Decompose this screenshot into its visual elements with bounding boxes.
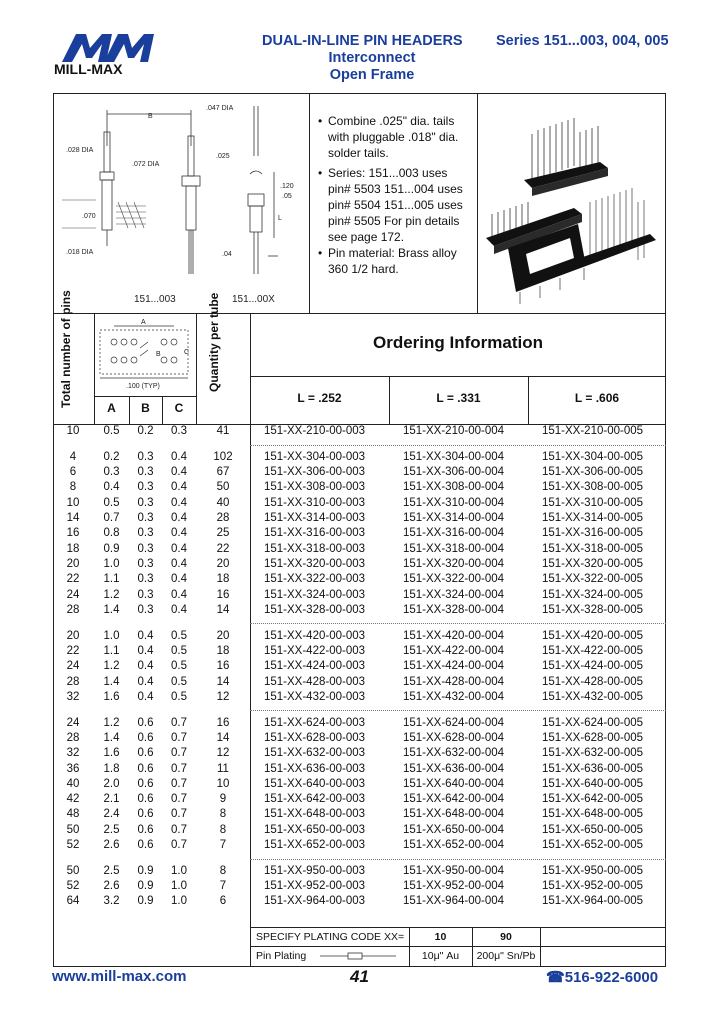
cell-qty: 14: [216, 731, 230, 744]
cell-part-005: 151-XX-424-00-005: [542, 660, 644, 673]
dim-025-label: .025: [216, 153, 230, 160]
cell-a: 2.1: [103, 793, 120, 806]
cell-pins: 42: [66, 793, 80, 806]
plating-finish-au: 10μ" Au: [421, 950, 460, 962]
dim-047-label: .047 DIA: [206, 105, 234, 112]
cell-b: 0.3: [137, 588, 154, 601]
cell-a: 1.8: [103, 762, 120, 775]
cell-part-004: 151-XX-652-00-004: [403, 839, 505, 851]
cell-part-005: 151-XX-628-00-005: [542, 731, 644, 744]
cell-a: 1.0: [103, 629, 120, 642]
cell-b: 0.3: [137, 603, 154, 616]
series-title: Series 151...003, 004, 005: [496, 33, 669, 49]
cell-part-004: 151-XX-324-00-004: [403, 588, 505, 601]
cell-c: 0.7: [171, 762, 187, 775]
cell-part-005: 151-XX-642-00-005: [542, 793, 644, 806]
cell-c: 1.0: [171, 880, 187, 893]
cell-part-004: 151-XX-952-00-004: [403, 880, 505, 893]
cell-part-003: 151-XX-428-00-003: [264, 675, 366, 688]
cell-part-005: 151-XX-318-00-005: [542, 542, 644, 555]
divider: [94, 396, 196, 397]
cell-pins: 50: [66, 823, 80, 836]
cell-qty: 10: [216, 777, 230, 790]
cell-qty: 16: [216, 588, 230, 601]
cell-part-004: 151-XX-628-00-004: [403, 731, 505, 744]
cell-b: 0.4: [137, 660, 154, 673]
cell-c: 0.4: [171, 588, 187, 601]
cell-qty: 50: [216, 481, 230, 494]
cell-b: 0.3: [137, 527, 154, 540]
cell-pins: 4: [69, 450, 77, 463]
pin-plating-label: Pin Plating: [256, 950, 307, 962]
title-sub-2: Open Frame: [329, 67, 415, 83]
cell-b: 0.4: [137, 690, 154, 703]
feature-item: • Combine .025" dia. tails with pluggable .018" dia. solder tails.: [328, 113, 468, 161]
cell-a: 1.0: [103, 557, 120, 570]
cell-part-003: 151-XX-640-00-003: [264, 777, 366, 790]
cell-qty: 25: [216, 527, 230, 540]
cell-part-003: 151-XX-628-00-003: [264, 731, 366, 744]
cell-qty: 41: [216, 425, 230, 437]
group-divider: [250, 623, 666, 624]
cell-c: 0.4: [171, 481, 187, 494]
cell-part-004: 151-XX-304-00-004: [403, 450, 505, 463]
caption-right: 151...00X: [232, 294, 275, 305]
cell-qty: 102: [213, 450, 233, 463]
cell-c: 0.5: [171, 644, 187, 657]
divider: [53, 313, 666, 314]
dim-l-label: L: [278, 215, 282, 222]
cell-part-004: 151-XX-964-00-004: [403, 895, 505, 908]
group-divider: [250, 859, 666, 860]
cell-pins: 10: [66, 496, 80, 509]
cell-qty: 18: [216, 644, 230, 657]
cell-part-005: 151-XX-952-00-005: [542, 880, 644, 893]
cell-part-003: 151-XX-314-00-003: [264, 512, 366, 524]
cell-pins: 24: [66, 588, 80, 601]
length-header-606: L = .606: [574, 391, 620, 405]
header-total-pins: Total number of pins: [59, 290, 73, 408]
plating-code-90: 90: [500, 931, 512, 943]
cell-c: 0.7: [171, 839, 187, 851]
cell-part-004: 151-XX-318-00-004: [403, 542, 505, 555]
cell-pins: 50: [66, 864, 80, 877]
phone-number: [546, 968, 658, 986]
dim-028-label: .028 DIA: [66, 147, 94, 154]
cell-part-003: 151-XX-964-00-003: [264, 895, 366, 908]
mini-label-b: B: [156, 351, 161, 358]
cell-b: 0.6: [137, 793, 154, 806]
cell-part-004: 151-XX-422-00-004: [403, 644, 505, 657]
cell-c: 0.7: [171, 731, 187, 744]
cell-pins: 20: [66, 557, 80, 570]
cell-b: 0.3: [137, 557, 154, 570]
divider: [250, 927, 666, 928]
cell-part-005: 151-XX-308-00-005: [542, 481, 644, 494]
cell-a: 0.8: [103, 527, 120, 540]
cell-pins: 20: [66, 629, 80, 642]
cell-pins: 36: [66, 762, 80, 775]
dim-018-label: .018 DIA: [66, 249, 94, 256]
group-divider: [250, 710, 666, 711]
cell-pins: 32: [66, 690, 80, 703]
cell-part-004: 151-XX-624-00-004: [403, 716, 505, 729]
title-sub-1: Interconnect: [328, 50, 416, 66]
cell-a: 1.6: [103, 690, 120, 703]
cell-part-005: 151-XX-328-00-005: [542, 603, 644, 616]
cell-b: 0.3: [137, 450, 154, 463]
cell-part-004: 151-XX-640-00-004: [403, 777, 505, 790]
cell-pins: 52: [66, 880, 80, 893]
cell-a: 1.6: [103, 747, 120, 760]
cell-pins: 48: [66, 808, 80, 821]
cell-a: 2.6: [103, 880, 120, 893]
cell-b: 0.3: [137, 466, 154, 479]
cell-part-005: 151-XX-420-00-005: [542, 629, 644, 642]
cell-part-005: 151-XX-306-00-005: [542, 466, 644, 479]
cell-c: 0.4: [171, 496, 187, 509]
cell-part-005: 151-XX-316-00-005: [542, 527, 644, 540]
caption-left: 151...003: [134, 294, 176, 305]
cell-part-003: 151-XX-306-00-003: [264, 466, 366, 479]
cell-pins: 32: [66, 747, 80, 760]
cell-part-004: 151-XX-632-00-004: [403, 747, 505, 760]
cell-qty: 16: [216, 660, 230, 673]
cell-b: 0.4: [137, 675, 154, 688]
cell-pins: 8: [69, 481, 77, 494]
cell-part-005: 151-XX-650-00-005: [542, 823, 644, 836]
cell-b: 0.2: [137, 425, 154, 437]
cell-part-005: 151-XX-310-00-005: [542, 496, 644, 509]
cell-c: 0.7: [171, 716, 187, 729]
feature-item: • Series: 151...003 uses pin# 5503 151...004 uses pin# 5504 151...005 uses pin# 5505 For pin details see page 172.: [328, 165, 468, 245]
cell-part-003: 151-XX-304-00-003: [264, 450, 366, 463]
cell-part-003: 151-XX-432-00-003: [264, 690, 366, 703]
cell-part-004: 151-XX-322-00-004: [403, 573, 505, 586]
cell-part-003: 151-XX-310-00-003: [264, 496, 366, 509]
cell-qty: 20: [216, 557, 230, 570]
cell-pins: 14: [66, 512, 80, 524]
mill-max-logo: [52, 28, 164, 76]
mini-label-c: C: [184, 349, 190, 356]
cell-part-004: 151-XX-950-00-004: [403, 864, 505, 877]
plating-finish-snpb: 200μ" Sn/Pb: [476, 950, 536, 962]
cell-a: 1.2: [103, 588, 120, 601]
cell-part-005: 151-XX-950-00-005: [542, 864, 644, 877]
mini-label-dim: .100 (TYP): [126, 383, 160, 390]
ordering-info-title: Ordering Information: [373, 333, 543, 352]
cell-b: 0.6: [137, 716, 154, 729]
cell-part-005: 151-XX-320-00-005: [542, 557, 644, 570]
plating-code-label: SPECIFY PLATING CODE XX=: [256, 931, 405, 943]
cell-part-004: 151-XX-306-00-004: [403, 466, 505, 479]
cell-b: 0.9: [137, 864, 154, 877]
cell-c: 0.5: [171, 690, 187, 703]
dim-05-label: .05: [282, 193, 292, 200]
cell-part-003: 151-XX-308-00-003: [264, 481, 366, 494]
cell-part-004: 151-XX-424-00-004: [403, 660, 505, 673]
cell-part-003: 151-XX-424-00-003: [264, 660, 366, 673]
cell-c: 0.4: [171, 527, 187, 540]
cell-qty: 12: [216, 690, 230, 703]
cell-b: 0.9: [137, 880, 154, 893]
cell-qty: 11: [217, 762, 229, 775]
cell-b: 0.6: [137, 747, 154, 760]
cell-a: 0.5: [103, 425, 120, 437]
dim-120-label: .120: [280, 183, 294, 190]
cell-c: 1.0: [171, 864, 187, 877]
product-photo: [480, 98, 662, 310]
cell-part-004: 151-XX-636-00-004: [403, 762, 505, 775]
cell-c: 0.5: [171, 660, 187, 673]
cell-qty: 7: [219, 839, 227, 851]
cell-pins: 24: [66, 716, 80, 729]
cell-c: 0.7: [171, 808, 187, 821]
cell-qty: 7: [219, 880, 227, 893]
cell-part-003: 151-XX-952-00-003: [264, 880, 366, 893]
divider: [196, 313, 197, 424]
cell-part-004: 151-XX-314-00-004: [403, 512, 505, 524]
title-main: DUAL-IN-LINE PIN HEADERS: [262, 33, 463, 49]
col-header-c: C: [174, 401, 184, 415]
pin-icon: [318, 950, 398, 962]
cell-qty: 9: [219, 793, 227, 806]
cell-part-003: 151-XX-642-00-003: [264, 793, 366, 806]
cell-qty: 14: [216, 675, 230, 688]
cell-part-005: 151-XX-640-00-005: [542, 777, 644, 790]
divider: [250, 313, 251, 967]
cell-qty: 40: [216, 496, 230, 509]
cell-part-004: 151-XX-648-00-004: [403, 808, 505, 821]
cell-a: 0.7: [103, 512, 120, 524]
cell-part-003: 151-XX-950-00-003: [264, 864, 366, 877]
divider: [540, 927, 541, 967]
cell-part-003: 151-XX-322-00-003: [264, 573, 366, 586]
cell-a: 1.4: [103, 603, 120, 616]
cell-part-004: 151-XX-210-00-004: [403, 425, 505, 437]
cell-c: 1.0: [171, 895, 187, 908]
cell-a: 0.3: [103, 466, 120, 479]
cell-part-003: 151-XX-320-00-003: [264, 557, 366, 570]
cell-part-003: 151-XX-636-00-003: [264, 762, 366, 775]
cell-pins: 16: [66, 527, 80, 540]
cell-part-004: 151-XX-310-00-004: [403, 496, 505, 509]
cell-a: 3.2: [103, 895, 120, 908]
page-number: 41: [350, 967, 369, 986]
cell-b: 0.9: [137, 895, 154, 908]
cell-b: 0.6: [137, 808, 154, 821]
website-link[interactable]: www.mill-max.com: [52, 968, 187, 985]
cell-part-004: 151-XX-320-00-004: [403, 557, 505, 570]
cell-b: 0.6: [137, 762, 154, 775]
cell-c: 0.3: [171, 425, 187, 437]
cell-qty: 14: [216, 603, 230, 616]
cell-qty: 8: [219, 864, 227, 877]
cell-a: 0.5: [103, 496, 120, 509]
cell-part-003: 151-XX-318-00-003: [264, 542, 366, 555]
header-qty-per-tube: Quantity per tube: [207, 292, 221, 392]
cell-a: 1.4: [103, 731, 120, 744]
cell-c: 0.4: [171, 466, 187, 479]
cell-part-003: 151-XX-316-00-003: [264, 527, 366, 540]
cell-c: 0.4: [171, 557, 187, 570]
col-header-a: A: [107, 401, 116, 415]
cell-b: 0.6: [137, 823, 154, 836]
divider: [477, 93, 478, 313]
cell-qty: 8: [219, 823, 227, 836]
cell-part-005: 151-XX-428-00-005: [542, 675, 644, 688]
cell-qty: 28: [216, 512, 230, 524]
cell-pins: 28: [66, 675, 80, 688]
cell-c: 0.4: [171, 573, 187, 586]
cell-part-003: 151-XX-652-00-003: [264, 839, 366, 851]
cell-pins: 64: [66, 895, 80, 908]
divider: [250, 946, 666, 947]
feature-list: [318, 113, 468, 277]
dim-072-label: .072 DIA: [132, 161, 160, 168]
cell-qty: 22: [216, 542, 230, 555]
cell-qty: 8: [219, 808, 227, 821]
dim-b-label: B: [148, 113, 153, 120]
cell-pins: 40: [66, 777, 80, 790]
cell-b: 0.6: [137, 839, 154, 851]
cell-b: 0.4: [137, 644, 154, 657]
cell-part-003: 151-XX-328-00-003: [264, 603, 366, 616]
cell-a: 1.2: [103, 716, 120, 729]
cell-b: 0.3: [137, 512, 154, 524]
cell-a: 2.6: [103, 839, 120, 851]
cell-part-005: 151-XX-648-00-005: [542, 808, 644, 821]
cell-b: 0.6: [137, 731, 154, 744]
cell-part-005: 151-XX-322-00-005: [542, 573, 644, 586]
length-header-331: L = .331: [436, 391, 481, 405]
cell-pins: 24: [66, 660, 80, 673]
cell-part-005: 151-XX-314-00-005: [542, 512, 644, 524]
cell-part-003: 151-XX-632-00-003: [264, 747, 366, 760]
cell-part-005: 151-XX-304-00-005: [542, 450, 644, 463]
cell-a: 1.1: [103, 644, 120, 657]
cell-part-004: 151-XX-650-00-004: [403, 823, 505, 836]
cell-a: 2.5: [103, 823, 120, 836]
cell-part-003: 151-XX-324-00-003: [264, 588, 366, 601]
title-block: [262, 33, 482, 84]
cell-pins: 10: [66, 425, 80, 437]
cell-a: 1.2: [103, 660, 120, 673]
cell-qty: 67: [216, 466, 230, 479]
cell-a: 0.4: [103, 481, 120, 494]
cell-qty: 6: [219, 895, 227, 908]
cell-b: 0.3: [137, 481, 154, 494]
cell-pins: 28: [66, 603, 80, 616]
cell-qty: 20: [216, 629, 230, 642]
cell-part-003: 151-XX-420-00-003: [264, 629, 366, 642]
phone-icon: ☎: [546, 969, 565, 986]
cell-b: 0.6: [137, 777, 154, 790]
cell-c: 0.7: [171, 777, 187, 790]
cell-part-004: 151-XX-316-00-004: [403, 527, 505, 540]
cell-part-004: 151-XX-428-00-004: [403, 675, 505, 688]
cell-a: 2.4: [103, 808, 120, 821]
feature-item: • Pin material: Brass alloy 360 1/2 hard.: [328, 245, 468, 277]
cell-b: 0.3: [137, 542, 154, 555]
cell-c: 0.7: [171, 823, 187, 836]
cell-part-005: 151-XX-964-00-005: [542, 895, 644, 908]
cell-a: 1.4: [103, 675, 120, 688]
cell-a: 1.1: [103, 573, 120, 586]
cell-c: 0.4: [171, 542, 187, 555]
cell-part-005: 151-XX-652-00-005: [542, 839, 644, 851]
cell-part-003: 151-XX-648-00-003: [264, 808, 366, 821]
cell-pins: 6: [69, 466, 77, 479]
cell-part-003: 151-XX-422-00-003: [264, 644, 366, 657]
cell-c: 0.4: [171, 603, 187, 616]
cell-part-005: 151-XX-432-00-005: [542, 690, 644, 703]
cell-part-005: 151-XX-422-00-005: [542, 644, 644, 657]
col-header-b: B: [141, 401, 150, 415]
cell-pins: 18: [66, 542, 80, 555]
cell-qty: 18: [216, 573, 230, 586]
cell-part-004: 151-XX-420-00-004: [403, 629, 505, 642]
cell-a: 0.2: [103, 450, 120, 463]
cell-pins: 22: [66, 573, 80, 586]
mini-label-a: A: [141, 319, 146, 326]
dim-070-label: .070: [82, 213, 96, 220]
divider: [250, 376, 666, 377]
cell-a: 2.5: [103, 864, 120, 877]
cell-c: 0.4: [171, 512, 187, 524]
cell-c: 0.4: [171, 450, 187, 463]
cell-part-004: 151-XX-328-00-004: [403, 603, 505, 616]
phone-number-text: 516-922-6000: [564, 969, 659, 986]
cell-part-005: 151-XX-210-00-005: [542, 425, 644, 437]
cell-part-005: 151-XX-324-00-005: [542, 588, 644, 601]
cell-c: 0.5: [171, 629, 187, 642]
cell-part-003: 151-XX-210-00-003: [264, 425, 366, 437]
logo-text: MILL-MAX: [54, 61, 123, 76]
plating-code-10: 10: [434, 931, 447, 943]
cell-a: 2.0: [103, 777, 120, 790]
cell-part-005: 151-XX-632-00-005: [542, 747, 644, 760]
cell-c: 0.5: [171, 675, 187, 688]
cell-part-004: 151-XX-308-00-004: [403, 481, 505, 494]
length-header-252: L = .252: [297, 391, 342, 405]
cell-pins: 28: [66, 731, 80, 744]
pin-technical-drawing: [56, 96, 306, 310]
dim-04-label: .04: [222, 251, 232, 258]
cell-b: 0.3: [137, 573, 154, 586]
cell-c: 0.7: [171, 793, 187, 806]
cell-part-004: 151-XX-432-00-004: [403, 690, 505, 703]
cell-b: 0.3: [137, 496, 154, 509]
cell-b: 0.4: [137, 629, 154, 642]
cell-a: 0.9: [103, 542, 120, 555]
cell-part-005: 151-XX-636-00-005: [542, 762, 644, 775]
cell-pins: 52: [66, 839, 80, 851]
cell-part-004: 151-XX-642-00-004: [403, 793, 505, 806]
cell-qty: 16: [216, 716, 230, 729]
cell-c: 0.7: [171, 747, 187, 760]
cell-qty: 12: [216, 747, 230, 760]
cell-part-005: 151-XX-624-00-005: [542, 716, 644, 729]
cell-part-003: 151-XX-650-00-003: [264, 823, 366, 836]
cell-pins: 22: [66, 644, 80, 657]
divider: [309, 93, 310, 313]
footprint-diagram: [96, 316, 194, 394]
group-divider: [250, 445, 666, 446]
cell-part-003: 151-XX-624-00-003: [264, 716, 366, 729]
